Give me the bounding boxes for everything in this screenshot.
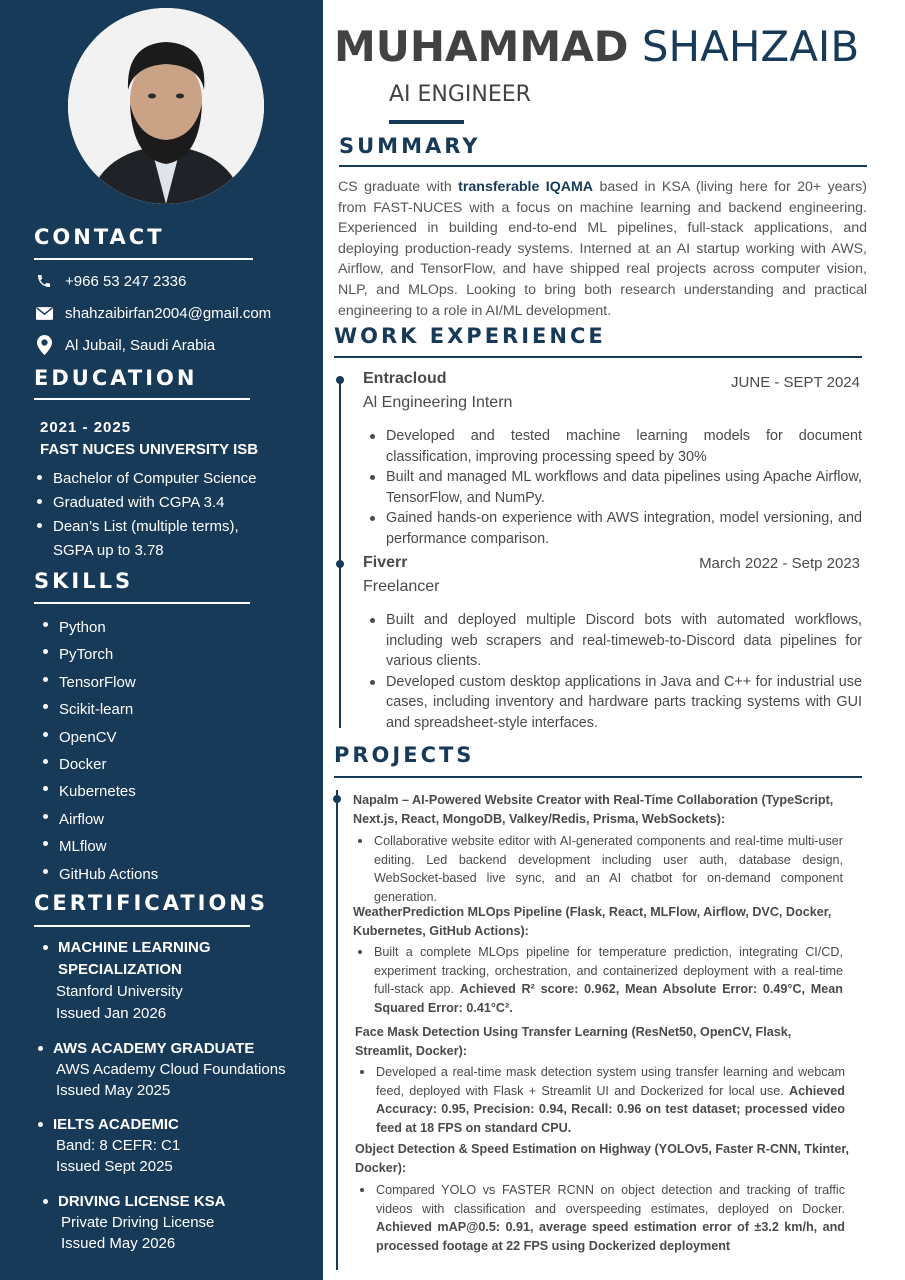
education-heading: EDUCATION [34, 366, 198, 390]
skill-item: Kubernetes [40, 778, 280, 805]
project-achievement: Achieved Accuracy: 0.95, Precision: 0.94, Recall: 0.96 on test dataset; processed video feed at 18 FPS on standard CPU. [376, 1083, 845, 1135]
project-title: Face Mask Detection Using Transfer Learning (ResNet50, OpenCV, Flask, Streamlit, Docker): [355, 1025, 792, 1058]
mail-icon [34, 303, 54, 323]
education-years: 2021 - 2025 [40, 419, 132, 436]
phone-icon [34, 271, 54, 291]
location-text: Al Jubail, Saudi Arabia [65, 336, 216, 354]
project-title: Napalm – AI-Powered Website Creator with Real-Time Collaboration (TypeScript, Next.js, React, MongoDB, Valkey/Redis, Prisma, WebSockets): [353, 793, 834, 826]
cert-issuer: AWS Academy Cloud Foundations [56, 1061, 286, 1078]
experience-timeline [339, 378, 341, 728]
work-experience-divider [334, 356, 862, 358]
summary-divider [339, 165, 867, 167]
project-text: Compared YOLO vs FASTER RCNN on object detection and tracking of traffic videos with classification and overspeeding estimates, deployed on Docker. [376, 1183, 845, 1216]
summary-text-part: based in KSA (living here for 20+ years) from FAST-NUCES with a focus on machine learning and backend engineering. Experienced in building end-to-end ML pipelines, full-stack applications, and deploying production-ready systems. Interned at an AI startup working with AWS, Airflow, and TensorFlow, and have shipped real projects across computer vision, NLP, and MLOps. Looking to bring both research understanding and practical engineering to a role in AI/ML development. [338, 179, 867, 319]
contact-location [34, 335, 215, 355]
job-bullets [364, 426, 862, 549]
contact-divider [34, 258, 253, 260]
summary-text-part: CS graduate with [338, 179, 459, 195]
project-title: WeatherPrediction MLOps Pipeline (Flask, React, MLFlow, Airflow, DVC, Docker, Kubernetes, GitHub Actions): [353, 905, 832, 938]
skills-divider [34, 602, 250, 604]
projects-divider [334, 776, 862, 778]
education-divider [34, 398, 250, 400]
project-title: Object Detection & Speed Estimation on Highway (YOLOv5, Faster R-CNN, Tkinter, Docker): [355, 1142, 850, 1175]
project-bullets [352, 943, 843, 1017]
last-name: SHAHZAIB [641, 22, 860, 71]
projects-timeline [336, 790, 338, 1270]
education-list [34, 467, 274, 563]
profile-photo [68, 8, 264, 204]
cert-issued: Issued Sept 2025 [56, 1158, 173, 1175]
list-item: Dean’s List (multiple terms), SGPA up to 3.78 [34, 515, 274, 563]
skill-item: Docker [40, 751, 280, 778]
project-text: Collaborative website editor with AI-generated components and real-time multi-user editing. Led backend development including user auth, database design, WebSocket-based live sync, and an AI chatbot for on-demand component generation. [374, 834, 843, 904]
project-bullets [354, 1181, 845, 1255]
cert-issuer: Stanford University [56, 983, 183, 1000]
skill-item: OpenCV [40, 724, 280, 751]
job-company: Fiverr [363, 554, 408, 571]
timeline-dot [333, 795, 341, 803]
timeline-dot [336, 376, 344, 384]
job-title: AI ENGINEER [389, 82, 531, 107]
certifications-divider [34, 925, 250, 927]
skill-item: PyTorch [40, 641, 280, 668]
cert-item-driving [40, 1191, 300, 1254]
candidate-name [334, 22, 859, 71]
cert-title: MACHINE LEARNING SPECIALIZATION [40, 937, 280, 981]
contact-heading: CONTACT [34, 225, 165, 249]
list-item: Gained hands-on experience with AWS integration, model versioning, and performance comparison. [364, 508, 862, 549]
education-school: FAST NUCES UNIVERSITY ISB [40, 441, 259, 458]
skill-item: GitHub Actions [40, 861, 280, 888]
skill-item: TensorFlow [40, 669, 280, 696]
cert-issued: Issued Jan 2026 [56, 1005, 167, 1022]
job-company: Entracloud [363, 370, 447, 387]
job-role: Al Engineering Intern [363, 394, 513, 411]
skill-item: Airflow [40, 806, 280, 833]
sidebar [0, 0, 323, 1280]
projects-heading: PROJECTS [334, 743, 475, 767]
list-item: Built and deployed multiple Discord bots with automated workflows, including web scrapers and real-timeweb-to-Discord data pipelines for various clients. [364, 610, 862, 672]
cert-issuer: Private Driving License [61, 1214, 215, 1231]
project-bullets [352, 832, 843, 906]
cert-item-ielts [35, 1114, 305, 1177]
skills-list [40, 614, 280, 888]
list-item: Bachelor of Computer Science [34, 467, 274, 491]
project-text: Developed a real-time mask detection system using transfer learning and webcam feed, deployed with Flask + Streamlit UI and Dockerized for local use. [376, 1065, 845, 1098]
skill-item: Scikit-learn [40, 696, 280, 723]
list-item [352, 943, 843, 1017]
list-item: Built and managed ML workflows and data pipelines using Apache Airflow, TensorFlow, and NumPy. [364, 467, 862, 508]
certifications-heading: CERTIFICATIONS [34, 891, 269, 915]
first-name: MUHAMMAD [334, 22, 629, 71]
cert-issued: Issued May 2026 [61, 1235, 176, 1252]
job-role: Freelancer [363, 578, 440, 595]
email-address: shahzaibirfan2004@gmail.com [65, 304, 272, 322]
list-item [354, 1063, 845, 1137]
timeline-dot [336, 560, 344, 568]
cert-issued: Issued May 2025 [56, 1082, 171, 1099]
skill-item: MLflow [40, 833, 280, 860]
skill-item: Python [40, 614, 280, 641]
summary-highlight: transferable IQAMA [458, 179, 594, 195]
summary-text [338, 177, 867, 321]
list-item [354, 1181, 845, 1255]
contact-email[interactable] [34, 303, 271, 323]
project-achievement: Achieved R² score: 0.962, Mean Absolute Error: 0.49°C, Mean Squared Error: 0.41°C². [374, 982, 844, 1015]
list-item: Developed and tested machine learning models for document classification, improving processing speed by 30% [364, 426, 862, 467]
work-experience-heading: WORK EXPERIENCE [334, 324, 606, 348]
project-achievement: Achieved mAP@0.5: 0.91, average speed estimation error of ±3.2 km/h, and processed footage at 22 FPS using Dockerized deployment [376, 1220, 845, 1253]
list-item [352, 832, 843, 906]
project-text: Built a complete MLOps pipeline for temperature prediction, integrating CI/CD, experiment tracking, orchestration, and containerized deployment with a real-time full-stack app. [374, 945, 843, 996]
job-date: JUNE - SEPT 2024 [731, 374, 860, 391]
skills-heading: SKILLS [34, 569, 134, 593]
cert-title: IELTS ACADEMIC [35, 1114, 305, 1135]
job-date: March 2022 - Setp 2023 [699, 555, 860, 572]
cert-issuer: Band: 8 CEFR: C1 [56, 1137, 181, 1154]
cert-title: DRIVING LICENSE KSA [40, 1191, 300, 1212]
title-accent-bar [389, 120, 464, 124]
cert-title: AWS ACADEMY GRADUATE [35, 1038, 305, 1059]
project-bullets [354, 1063, 845, 1137]
summary-heading: SUMMARY [339, 134, 481, 158]
contact-phone[interactable] [34, 271, 186, 291]
job-bullets [364, 610, 862, 733]
phone-number: +966 53 247 2336 [65, 272, 187, 290]
cert-item-ml [40, 937, 280, 1025]
profile-photo-illustration [68, 8, 264, 204]
cert-item-aws [35, 1038, 305, 1101]
list-item: Developed custom desktop applications in Java and C++ for industrial use cases, including inventory and hardware parts tracking systems with GUI and spreadsheet-style interfaces. [364, 672, 862, 734]
list-item: Graduated with CGPA 3.4 [34, 491, 274, 515]
location-pin-icon [34, 335, 54, 355]
